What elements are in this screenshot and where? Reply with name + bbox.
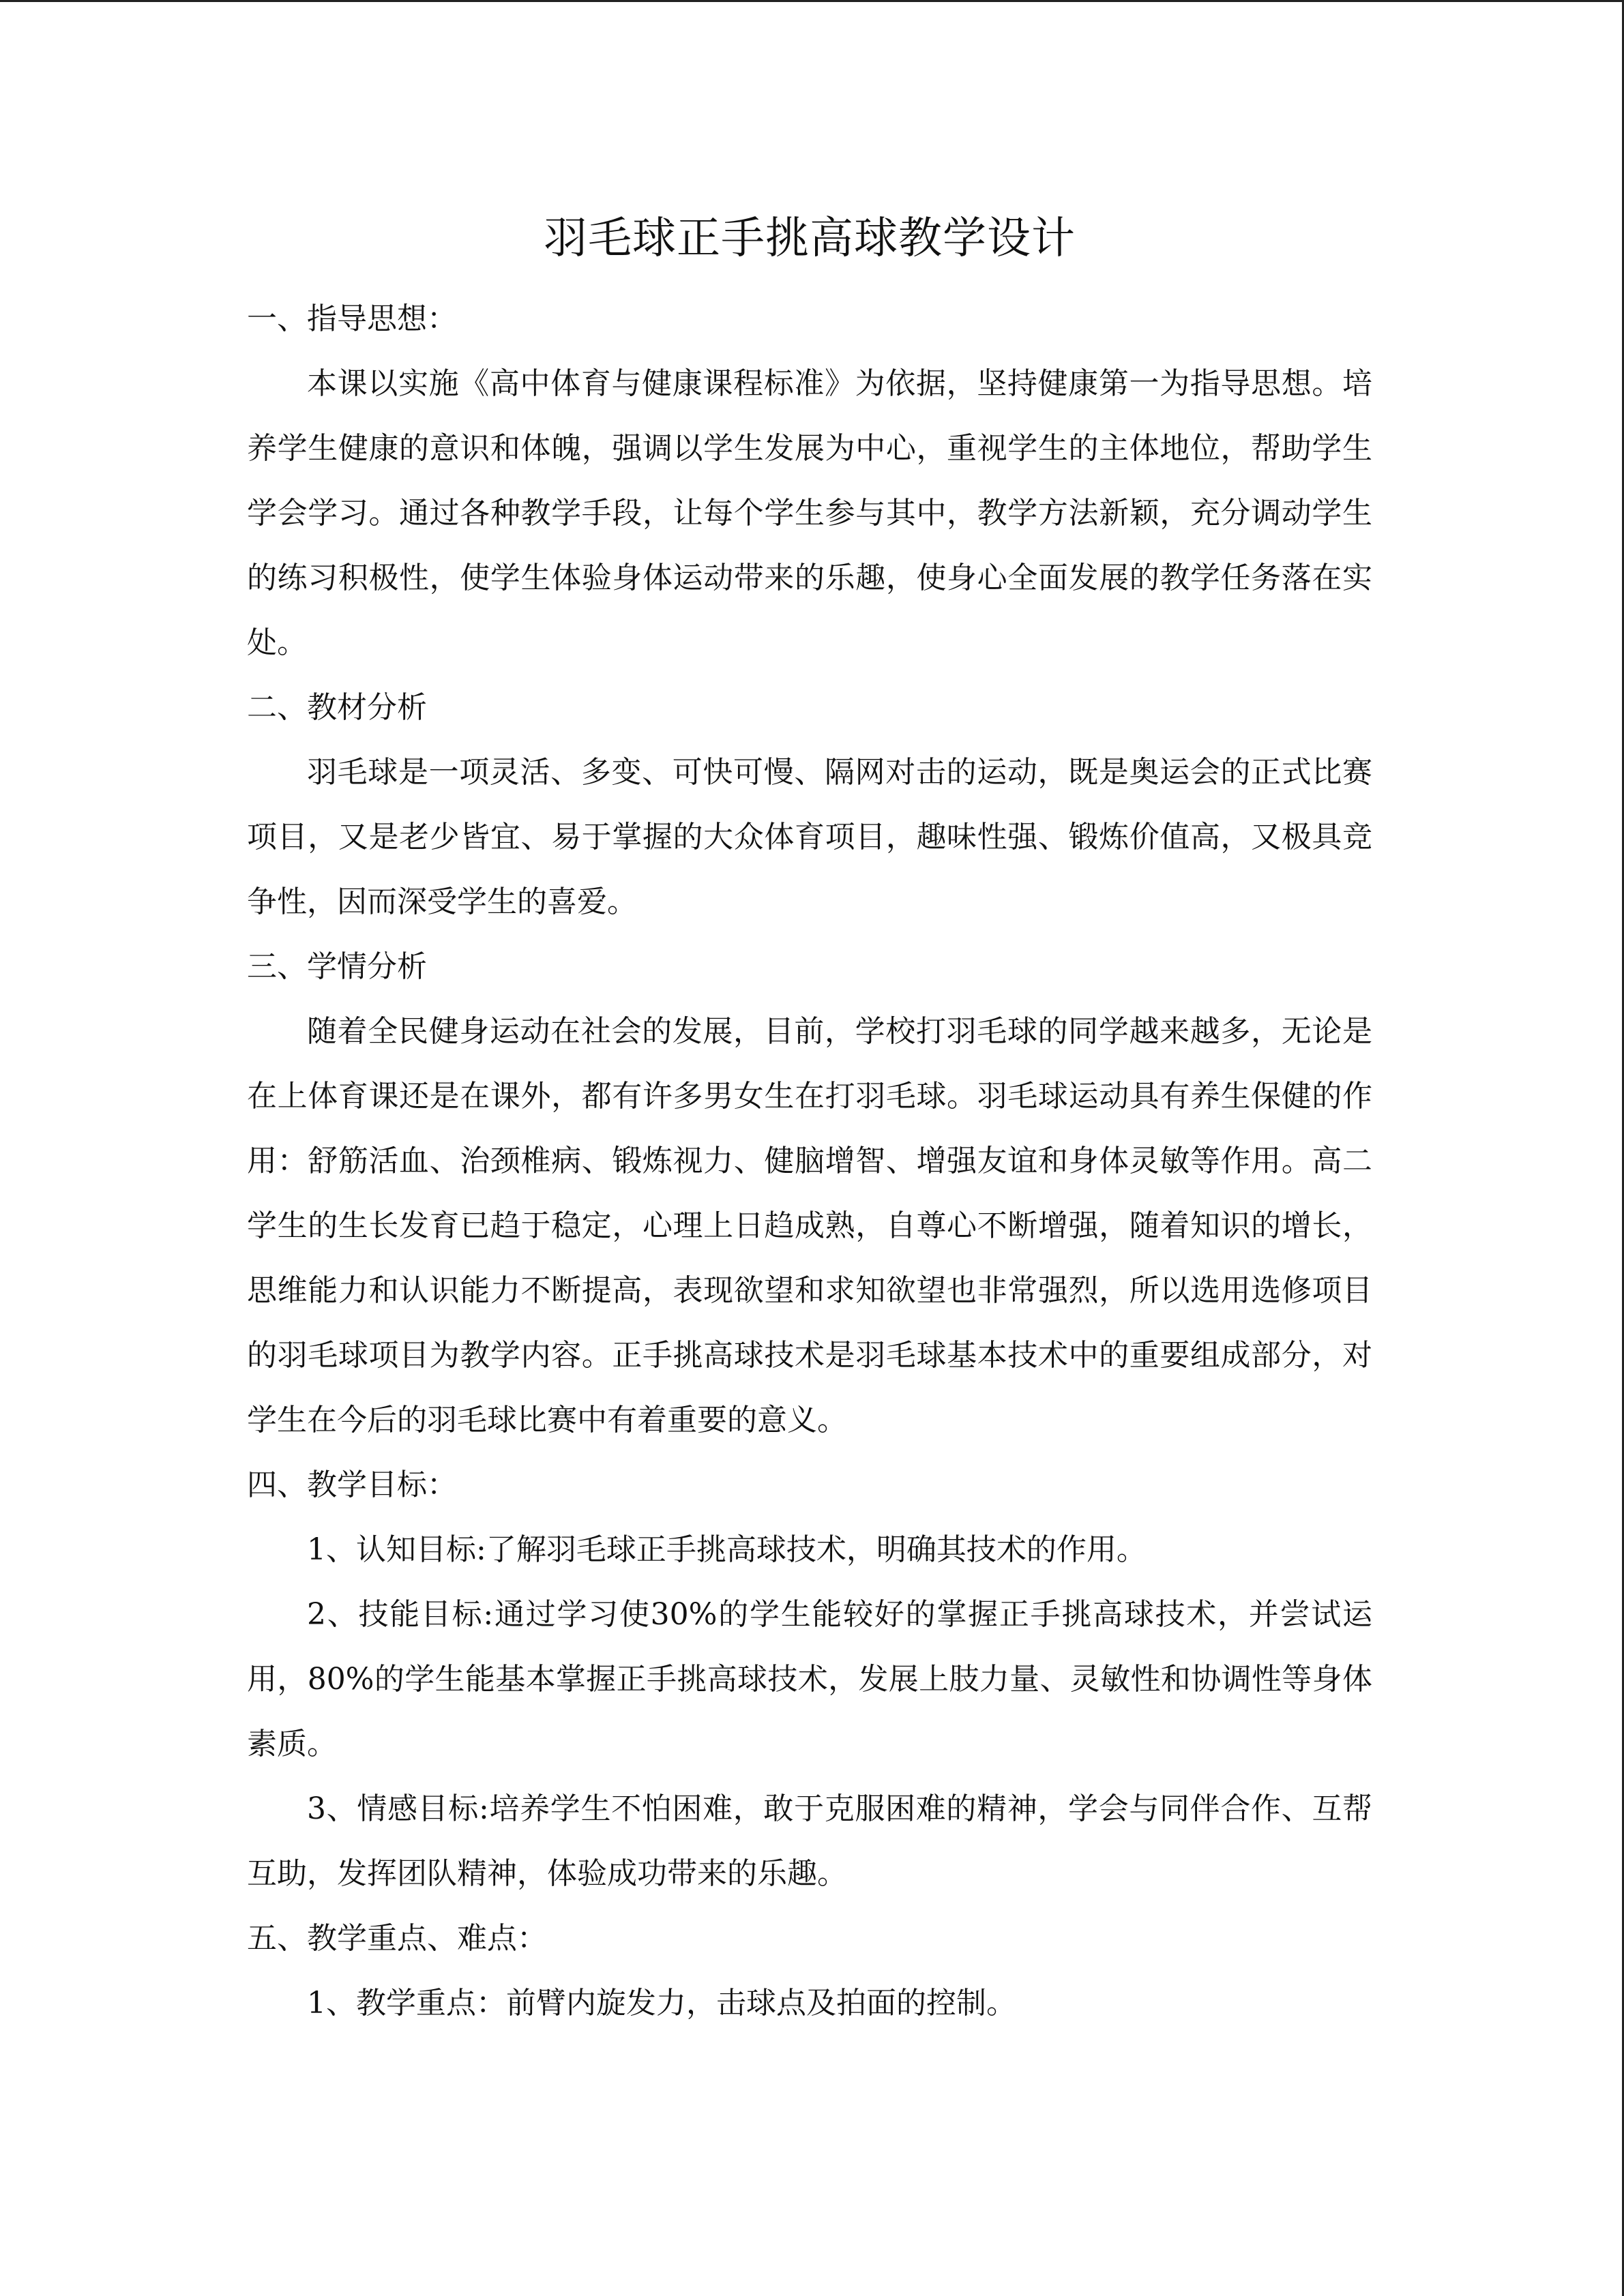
section-material-analysis <box>247 675 1372 934</box>
section-key-points <box>247 1906 1372 2036</box>
section-paragraph: 羽毛球是一项灵活、多变、可快可慢、隔网对击的运动，既是奥运会的正式比赛项目，又是老少皆宜、易于掌握的大众体育项目，趣味性强、锻炼价值高，又极具竞争性，因而深受学生的喜爱。 <box>247 755 1372 919</box>
key-point-item: 1、教学重点：前臂内旋发力，击球点及拍面的控制。 <box>307 1986 1016 2021</box>
section-paragraph: 随着全民健身运动在社会的发展，目前，学校打羽毛球的同学越来越多，无论是在上体育课还是在课外，都有许多男女生在打羽毛球。羽毛球运动具有养生保健的作用：舒筋活血、治颈椎病、锻炼视力、健脑增智、增强友谊和身体灵敏等作用。高二学生的生长发育已趋于稳定，心理上日趋成熟，自尊心不断增强，随着知识的增长，思维能力和认识能力不断提高，表现欲望和求知欲望也非常强烈，所以选用选修项目的羽毛球项目为教学内容。正手挑高球技术是羽毛球基本技术中的重要组成部分，对学生在今后的羽毛球比赛中有着重要的意义。 <box>247 1014 1372 1437</box>
section-teaching-objectives <box>247 1452 1372 1906</box>
section-heading: 一、指导思想： <box>247 301 457 336</box>
document-body <box>247 205 1372 2036</box>
section-guiding-ideology <box>247 286 1372 675</box>
objective-cognitive: 1、认知目标:了解羽毛球正手挑高球技术，明确其技术的作用。 <box>307 1532 1147 1567</box>
section-heading: 四、教学目标： <box>247 1467 457 1502</box>
section-heading: 二、教材分析 <box>247 690 427 725</box>
section-heading: 五、教学重点、难点： <box>247 1921 547 1956</box>
objective-emotional: 3、情感目标:培养学生不怕困难，敢于克服困难的精神，学会与同伴合作、互帮互助，发挥团队精神，体验成功带来的乐趣。 <box>247 1791 1372 1891</box>
section-paragraph: 本课以实施《高中体育与健康课程标准》为依据，坚持健康第一为指导思想。培养学生健康的意识和体魄，强调以学生发展为中心，重视学生的主体地位，帮助学生学会学习。通过各种教学手段，让每个学生参与其中，教学方法新颖，充分调动学生的练习积极性，使学生体验身体运动带来的乐趣，使身心全面发展的教学任务落在实处。 <box>247 366 1372 660</box>
page-border-top <box>0 0 1624 2</box>
section-heading: 三、学情分析 <box>247 949 427 984</box>
objective-skill: 2、技能目标:通过学习使30%的学生能较好的掌握正手挑高球技术，并尝试运用，80%的学生能基本掌握正手挑高球技术，发展上肢力量、灵敏性和协调性等身体素质。 <box>247 1597 1372 1761</box>
document-title: 羽毛球正手挑高球教学设计 <box>544 213 1076 264</box>
section-student-analysis <box>247 934 1372 1452</box>
